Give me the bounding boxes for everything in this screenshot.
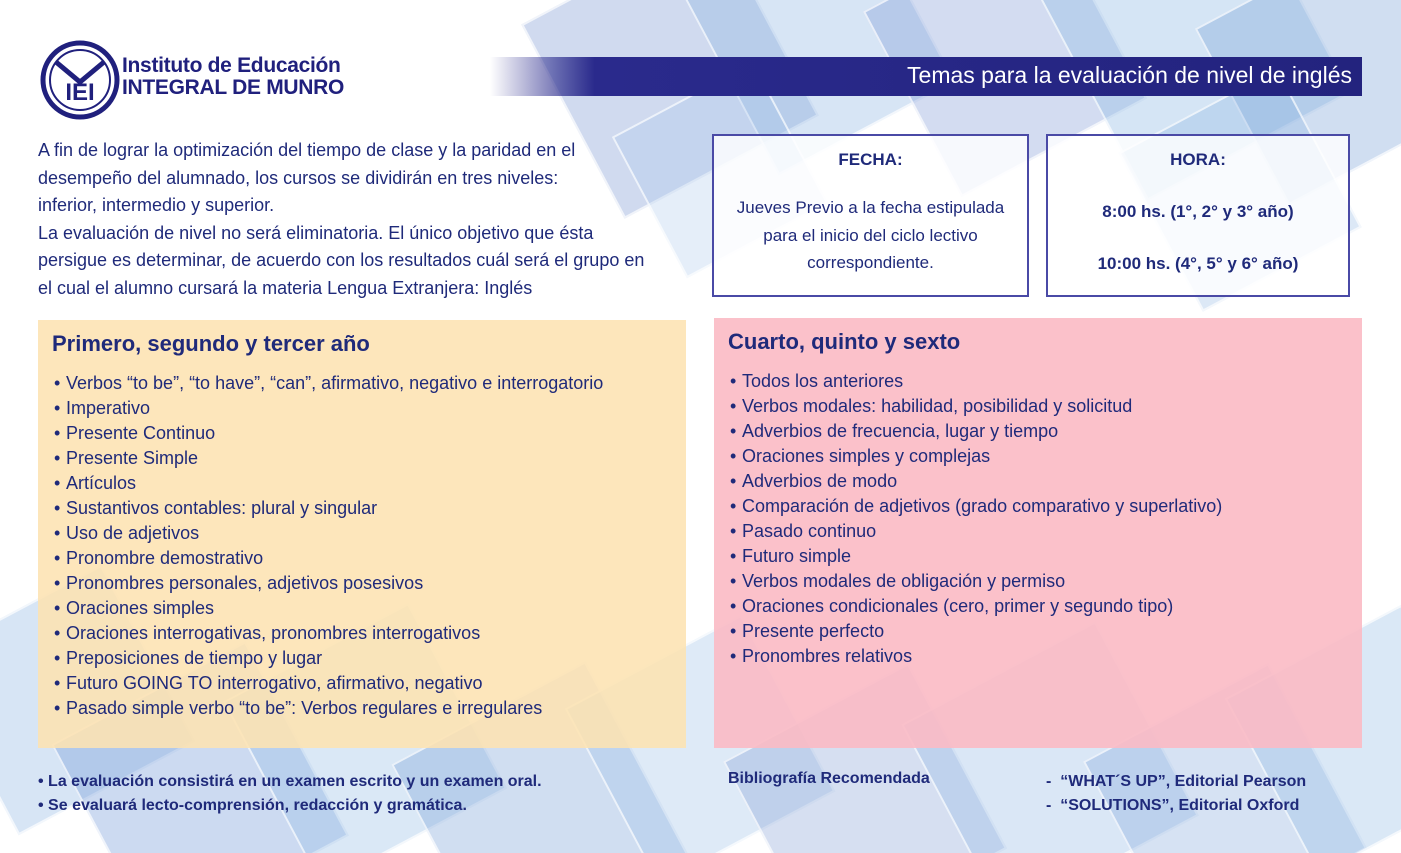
intro-line: A fin de lograr la optimización del tiempo de clase y la paridad en el [38,140,576,160]
svg-text:IEI: IEI [65,79,95,106]
list-item: • Adverbios de frecuencia, lugar y tiempo [730,421,1059,441]
intro-line: persigue es determinar, de acuerdo con los resultados cuál será el grupo en [38,250,645,270]
panel-title: Cuarto, quinto y sexto [728,329,961,354]
hora-line-2: 10:00 hs. (4°, 5° y 6° año) [1097,254,1299,273]
list-item: • Verbos modales: habilidad, posibilidad y solicitud [730,396,1133,416]
hora-box [1046,134,1350,297]
note-item: • Se evaluará lecto-comprensión, redacción y gramática. [38,797,467,814]
list-item: • Oraciones simples [54,598,215,618]
list-item: • Presente Continuo [54,423,216,443]
evaluation-notes [38,770,542,818]
list-item: • Comparación de adjetivos (grado comparativo y superlativo) [730,496,1223,516]
topic-list [728,369,1348,669]
list-item: • Oraciones interrogativas, pronombres interrogativos [54,623,481,643]
institution-name-line2: INTEGRAL DE MUNRO [122,76,345,99]
institution-name-line1: Instituto de Educación [122,54,341,77]
fecha-line: correspondiente. [807,253,934,272]
list-item: • Adverbios de modo [730,471,898,491]
list-item: • Presente Simple [54,448,199,468]
iei-logo-icon [40,40,120,120]
list-item: • Preposiciones de tiempo y lugar [54,648,323,668]
list-item: • Pronombres personales, adjetivos posesivos [54,573,424,593]
bibliography-item: - “SOLUTIONS”, Editorial Oxford [1046,797,1300,814]
intro-line: La evaluación de nivel no será eliminatoria. El único objetivo que ésta [38,222,594,243]
list-item: • Uso de adjetivos [54,523,200,543]
fecha-line: Jueves Previo a la fecha estipulada [736,198,1005,217]
panel-first-to-third [38,320,686,748]
page-title: Temas para la evaluación de nivel de inglés [907,62,1352,88]
list-item: • Oraciones simples y complejas [730,446,991,466]
list-item: • Pasado continuo [730,521,877,541]
list-item: • Imperativo [54,398,151,418]
list-item: • Pasado simple verbo “to be”: Verbos regulares e irregulares [54,698,543,718]
hora-label: HORA: [1170,150,1226,169]
institution-logo [40,40,345,120]
panel-fourth-to-sixth [714,318,1362,748]
bibliography-list [1046,770,1306,818]
list-item: • Pronombres relativos [730,646,913,666]
list-item: • Pronombre demostrativo [54,548,264,568]
list-item: • Futuro GOING TO interrogativo, afirmativo, negativo [54,673,483,693]
list-item: • Verbos modales de obligación y permiso [730,571,1066,591]
bibliography-item: - “WHAT´S UP”, Editorial Pearson [1046,773,1307,790]
list-item: • Sustantivos contables: plural y singular [54,498,378,518]
list-item: • Artículos [54,473,137,493]
fecha-label: FECHA: [838,150,903,169]
list-item: • Oraciones condicionales (cero, primer y segundo tipo) [730,596,1174,616]
topic-list [52,371,672,721]
intro-line: desempeño del alumnado, los cursos se dividirán en tres niveles: [38,167,559,188]
fecha-line: para el inicio del ciclo lectivo [763,225,978,245]
fecha-box [712,134,1029,297]
title-band [490,57,1362,96]
bibliography-label: Bibliografía Recomendada [728,770,930,787]
intro-line: el cual el alumno cursará la materia Lengua Extranjera: Inglés [38,277,533,298]
intro-line: inferior, intermedio y superior. [38,195,275,215]
panel-title: Primero, segundo y tercer año [52,331,370,356]
list-item: • Presente perfecto [730,621,885,641]
hora-line-1: 8:00 hs. (1°, 2° y 3° año) [1102,202,1294,221]
list-item: • Futuro simple [730,546,852,566]
list-item: • Todos los anteriores [730,371,904,391]
fecha-body [714,194,1027,277]
intro-text [38,137,688,302]
note-item: • La evaluación consistirá en un examen escrito y un examen oral. [38,773,542,790]
list-item: • Verbos “to be”, “to have”, “can”, afirmativo, negativo e interrogatorio [54,373,604,393]
